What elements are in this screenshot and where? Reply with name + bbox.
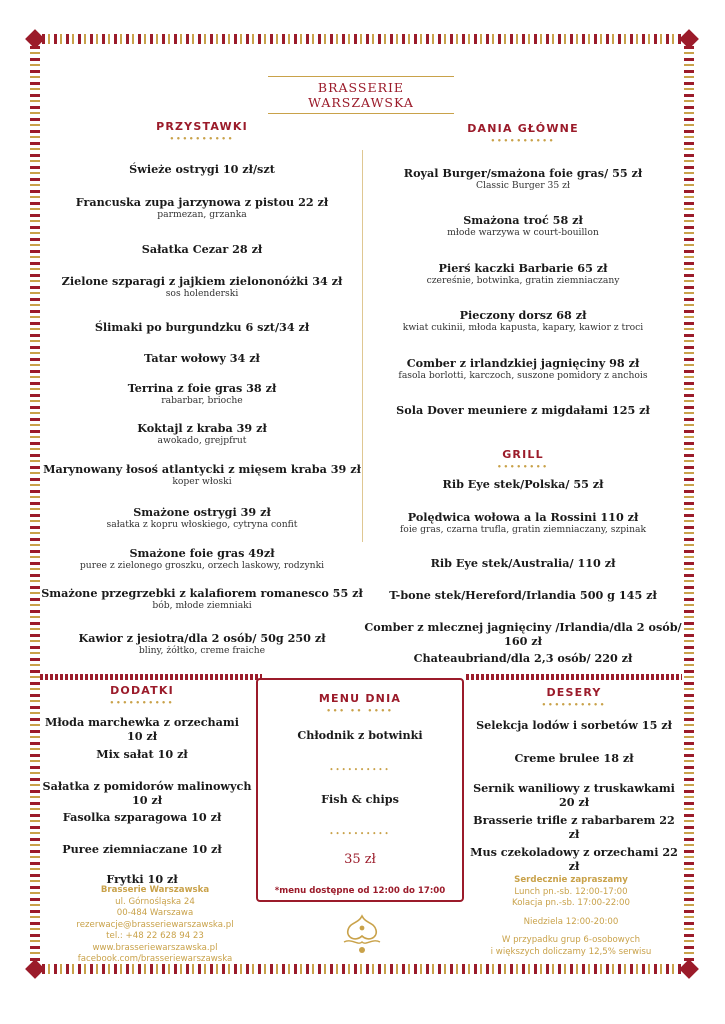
section-title: DODATKI bbox=[110, 684, 174, 697]
menu-item bbox=[40, 747, 244, 761]
item-name: Mus czekoladowy z orzechami 22 zł bbox=[470, 845, 678, 873]
contact-facebook[interactable]: facebook.com/brasseriewarszawska bbox=[77, 954, 233, 964]
menu-item bbox=[40, 421, 364, 447]
item-name: Marynowany łosoś atlantycki z mięsem kraba 39 zł bbox=[43, 462, 361, 476]
item-name: Zielone szparagi z jajkiem zielononóżki 34 zł bbox=[61, 274, 343, 288]
menu-item bbox=[364, 556, 682, 570]
menu-item bbox=[364, 510, 682, 536]
opening-hours bbox=[468, 875, 674, 958]
menu-item bbox=[364, 213, 682, 239]
column-divider bbox=[362, 150, 363, 542]
brand-title: BRASSERIE WARSZAWSKA bbox=[268, 76, 454, 114]
section-heading-grill bbox=[364, 448, 682, 471]
item-description: sos holenderski bbox=[165, 288, 239, 299]
dots-divider: •••••••••• bbox=[169, 135, 235, 143]
section-title: PRZYSTAWKI bbox=[156, 120, 248, 133]
item-name: Smażone foie gras 49zł bbox=[129, 546, 275, 560]
item-name: Comber z irlandzkiej jagnięciny 98 zł bbox=[406, 356, 640, 370]
menu-item bbox=[40, 715, 244, 743]
contact-city: 00-484 Warszawa bbox=[116, 908, 194, 918]
border-bottom bbox=[30, 964, 694, 974]
daily-menu-item: Chłodnik z botwinki bbox=[297, 728, 423, 742]
item-name: Puree ziemniaczane 10 zł bbox=[62, 842, 222, 856]
menu-item bbox=[40, 351, 364, 365]
menu-item bbox=[40, 810, 244, 824]
item-name: Ślimaki po burgundzku 6 szt/34 zł bbox=[94, 320, 310, 334]
item-name: Chateaubriand/dla 2,3 osób/ 220 zł bbox=[413, 651, 633, 665]
corner-ornament bbox=[679, 29, 699, 49]
item-name: Francuska zupa jarzynowa z pistou 22 zł bbox=[75, 195, 329, 209]
item-description: czereśnie, botwinka, gratin ziemniaczany bbox=[426, 275, 620, 286]
menu-item bbox=[40, 842, 244, 856]
menu-item bbox=[40, 195, 364, 221]
item-name: Rib Eye stek/Australia/ 110 zł bbox=[430, 556, 616, 570]
item-description: puree z zielonego groszku, orzech laskowy, rodzynki bbox=[79, 560, 325, 571]
corner-ornament bbox=[25, 959, 45, 979]
contact-name: Brasserie Warszawska bbox=[100, 885, 210, 895]
menu-item bbox=[466, 813, 682, 841]
item-name: Brasserie trifle z rabarbarem 22 zł bbox=[473, 813, 675, 841]
section-heading-przystawki bbox=[40, 120, 364, 143]
menu-item bbox=[40, 381, 364, 407]
service-note-line-2: i większych doliczamy 12,5% serwisu bbox=[490, 946, 652, 957]
menu-item bbox=[364, 261, 682, 287]
menu-item bbox=[40, 162, 364, 176]
item-description: młode warzywa w court-bouillon bbox=[447, 227, 599, 238]
item-name: Smażone przegrzebki z kalafiorem romanesco 55 zł bbox=[41, 586, 363, 600]
section-title: DESERY bbox=[546, 686, 602, 699]
menu-item bbox=[364, 166, 682, 192]
item-description: parmezan, grzanka bbox=[157, 209, 247, 220]
dots-divider: ••• •• •••• bbox=[326, 707, 394, 715]
item-name: Sernik waniliowy z truskawkami 20 zł bbox=[473, 781, 675, 809]
service-note-line-1: W przypadku grup 6-osobowych bbox=[501, 935, 641, 945]
daily-menu-price: 35 zł bbox=[344, 852, 376, 867]
item-description: awokado, grejpfrut bbox=[157, 435, 247, 446]
item-name: Sola Dover meuniere z migdałami 125 zł bbox=[396, 403, 650, 417]
menu-item bbox=[466, 718, 682, 732]
daily-menu-box bbox=[256, 678, 464, 902]
flourish-ornament-icon bbox=[338, 912, 386, 956]
menu-item bbox=[40, 586, 364, 612]
border-left bbox=[30, 34, 40, 974]
menu-item bbox=[466, 845, 682, 873]
item-description: fasola borlotti, karczoch, suszone pomidory z anchois bbox=[398, 370, 648, 381]
hours-dinner: Kolacja pn.-sb. 17:00-22:00 bbox=[512, 898, 630, 908]
section-heading-dodatki bbox=[40, 684, 244, 707]
corner-ornament bbox=[25, 29, 45, 49]
item-name: Pieczony dorsz 68 zł bbox=[459, 308, 587, 322]
item-name: Tatar wołowy 34 zł bbox=[144, 351, 260, 365]
item-description: koper włoski bbox=[172, 476, 232, 487]
contact-email[interactable]: rezerwacje@brasseriewarszawska.pl bbox=[76, 919, 234, 930]
item-description: sałatka z kopru włoskiego, cytryna confit bbox=[106, 519, 298, 530]
hours-sunday: Niedziela 12:00-20:00 bbox=[523, 916, 619, 927]
menu-item bbox=[364, 651, 682, 665]
menu-item bbox=[40, 274, 364, 300]
menu-item bbox=[40, 505, 364, 531]
item-name: Koktajl z kraba 39 zł bbox=[137, 421, 267, 435]
section-title: MENU DNIA bbox=[318, 692, 402, 705]
item-name: Creme brulee 18 zł bbox=[514, 751, 634, 765]
item-name: Comber z mlecznej jagnięciny /Irlandia/dla 2 osób/ 160 zł bbox=[364, 620, 682, 648]
item-name: Sałatka z pomidorów malinowych 10 zł bbox=[42, 779, 252, 807]
menu-item bbox=[466, 781, 682, 809]
menu-item bbox=[364, 403, 682, 417]
menu-item bbox=[364, 308, 682, 334]
menu-item bbox=[364, 477, 682, 491]
border-top bbox=[30, 34, 694, 44]
section-title: GRILL bbox=[502, 448, 544, 461]
menu-item bbox=[40, 546, 364, 572]
dots-divider: •••••••••• bbox=[541, 701, 607, 709]
contact-phone: tel.: +48 22 628 94 23 bbox=[106, 931, 204, 941]
item-name: Terrina z foie gras 38 zł bbox=[127, 381, 277, 395]
dots-divider: •••••••••• bbox=[329, 830, 391, 838]
item-name: Świeże ostrygi 10 zł/szt bbox=[129, 162, 275, 176]
dots-divider: •••••••••• bbox=[109, 699, 175, 707]
item-name: Royal Burger/smażona foie gras/ 55 zł bbox=[403, 166, 643, 180]
item-name: Fasolka szparagowa 10 zł bbox=[62, 810, 222, 824]
dots-divider: •••••••• bbox=[497, 463, 549, 471]
contact-info bbox=[50, 885, 260, 966]
item-name: Młoda marchewka z orzechami 10 zł bbox=[44, 715, 240, 743]
item-description: bliny, żółtko, creme fraiche bbox=[138, 645, 266, 656]
item-name: Rib Eye stek/Polska/ 55 zł bbox=[442, 477, 604, 491]
hours-lunch: Lunch pn.-sb. 12:00-17:00 bbox=[514, 886, 628, 897]
daily-menu-note: *menu dostępne od 12:00 do 17:00 bbox=[274, 886, 446, 896]
section-heading-dania-glowne bbox=[364, 122, 682, 145]
menu-item bbox=[40, 242, 364, 256]
item-name: Frytki 10 zł bbox=[106, 872, 178, 886]
contact-street: ul. Górnośląska 24 bbox=[115, 896, 195, 907]
item-name: Mix sałat 10 zł bbox=[96, 747, 188, 761]
item-description: kwiat cukinii, młoda kapusta, kapary, kawior z troci bbox=[402, 322, 644, 333]
item-name: Smażona troć 58 zł bbox=[463, 213, 583, 227]
menu-item bbox=[364, 620, 682, 648]
daily-menu-item: Fish & chips bbox=[321, 792, 399, 806]
menu-item bbox=[40, 631, 364, 657]
menu-item bbox=[40, 320, 364, 334]
item-name: Smażone ostrygi 39 zł bbox=[133, 505, 271, 519]
item-description: bób, młode ziemniaki bbox=[152, 600, 252, 611]
dots-divider: •••••••••• bbox=[329, 766, 391, 774]
menu-item bbox=[40, 462, 364, 488]
corner-ornament bbox=[679, 959, 699, 979]
item-name: Kawior z jesiotra/dla 2 osób/ 50g 250 zł bbox=[78, 631, 326, 645]
menu-item bbox=[466, 751, 682, 765]
menu-item bbox=[40, 779, 254, 807]
ornamental-divider bbox=[466, 674, 682, 680]
menu-item bbox=[40, 872, 244, 886]
dots-divider: •••••••••• bbox=[490, 137, 556, 145]
section-heading-desery bbox=[466, 686, 682, 709]
hours-title: Serdecznie zapraszamy bbox=[514, 875, 628, 885]
item-name: T-bone stek/Hereford/Irlandia 500 g 145 zł bbox=[389, 588, 657, 602]
menu-item bbox=[364, 356, 682, 382]
item-description: foie gras, czarna trufla, gratin ziemniaczany, szpinak bbox=[399, 524, 647, 535]
item-name: Polędwica wołowa a la Rossini 110 zł bbox=[407, 510, 639, 524]
item-name: Sałatka Cezar 28 zł bbox=[141, 242, 263, 256]
border-right bbox=[684, 34, 694, 974]
ornamental-divider bbox=[40, 674, 262, 680]
section-title: DANIA GŁÓWNE bbox=[467, 122, 579, 135]
item-name: Pierś kaczki Barbarie 65 zł bbox=[438, 261, 608, 275]
item-name: Selekcja lodów i sorbetów 15 zł bbox=[476, 718, 672, 732]
menu-item bbox=[364, 588, 682, 602]
item-description: rabarbar, brioche bbox=[161, 395, 243, 406]
contact-website[interactable]: www.brasseriewarszawska.pl bbox=[92, 942, 218, 953]
item-description: Classic Burger 35 zł bbox=[475, 180, 570, 191]
section-heading-menu-dnia bbox=[258, 692, 462, 715]
